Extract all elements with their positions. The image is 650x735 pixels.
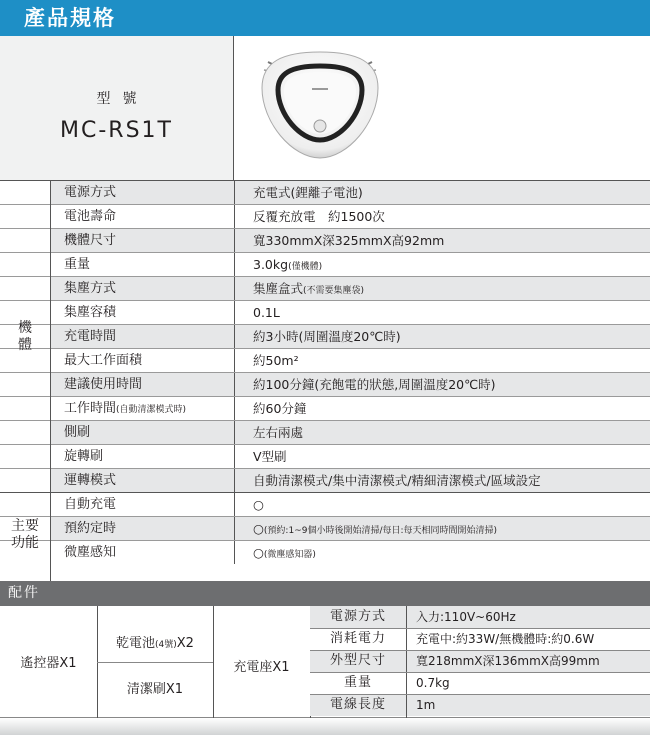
robot-vacuum-image: [250, 40, 390, 168]
spec-value: 左右兩處: [234, 421, 650, 444]
spec-label: 預約定時: [50, 517, 234, 540]
section-label-function: [0, 518, 50, 552]
spec-label: 重量: [64, 257, 91, 272]
spec-label: 運轉模式: [50, 469, 234, 492]
spec-value: 0.1L: [234, 301, 650, 324]
spec-value-note: (微塵感知器): [263, 550, 316, 560]
spec-label: 集塵方式: [50, 277, 234, 300]
spec-row: [0, 276, 650, 300]
spec-row: [0, 372, 650, 396]
charger-spec-value: 寬218mmX深136mmX高99mm: [406, 650, 650, 672]
section-divider: [50, 180, 51, 492]
spec-value: [234, 517, 650, 540]
spec-row: [0, 540, 650, 564]
spec-label: 旋轉刷: [64, 449, 104, 464]
charger-spec-label: 重量: [310, 672, 406, 694]
spec-value: 約50m²: [234, 349, 650, 372]
footer-band: [0, 718, 650, 735]
row-divider: [310, 650, 650, 651]
accessory-charger: 充電座X1: [233, 660, 290, 675]
spec-value-main: 3.0kg: [253, 257, 289, 272]
row-divider: [97, 662, 213, 663]
spec-value: 約100分鐘(充飽電的狀態,周圍溫度20℃時): [234, 373, 650, 396]
accessories-header: 配件: [0, 581, 650, 606]
spec-value: 反覆充放電 約1500次: [234, 205, 650, 228]
charger-spec-label: 電線長度: [310, 694, 406, 716]
spec-value: 寬330mmX深325mmX高92mm: [234, 229, 650, 252]
model-number: MC-RS1T: [60, 118, 173, 143]
spec-row: [0, 324, 650, 348]
battery-qty: X2: [176, 636, 194, 651]
battery-note: (4號): [155, 640, 177, 650]
spec-label: 集塵容積: [64, 305, 117, 320]
spec-row: [0, 228, 650, 252]
spec-value: 約3小時(周圍溫度20℃時): [234, 325, 650, 348]
section-label-text: 機體: [18, 320, 32, 353]
spec-value-note: (不需要集塵袋): [303, 286, 365, 296]
spec-value-note: (預約:1~9個小時後開始清掃/每日:每天相同時間開始清掃): [263, 526, 498, 536]
section-divider: [50, 492, 51, 581]
charger-spec-label: 電源方式: [310, 606, 406, 628]
model-row: [0, 36, 650, 180]
spec-label-note: (自動清潔模式時): [116, 405, 187, 415]
row-divider: [310, 672, 650, 673]
charger-spec-value: 0.7kg: [416, 676, 450, 690]
spec-row: [0, 300, 650, 324]
spec-value: [234, 277, 650, 300]
spec-label: 最大工作面積: [64, 353, 143, 368]
spec-value: V型刷: [234, 445, 650, 468]
spec-label: 微塵感知: [64, 545, 117, 560]
spec-label: 電源方式: [50, 181, 234, 204]
spec-label: 建議使用時間: [50, 373, 234, 396]
accessories-table: [0, 606, 650, 718]
spec-label: [50, 397, 234, 420]
accessory-remote: 遙控器X1: [20, 656, 77, 671]
spec-row: [0, 396, 650, 420]
spec-value-main: ○: [253, 545, 264, 560]
model-label: 型號: [96, 91, 149, 107]
spec-row: [0, 348, 650, 372]
spec-label-main: 工作時間: [64, 401, 117, 416]
model-cell: [0, 36, 233, 180]
spec-value: 充電式(鋰離子電池): [234, 181, 650, 204]
spec-row: [0, 492, 650, 516]
spec-label: 充電時間: [50, 325, 234, 348]
spec-value-note: (僅機體): [288, 262, 323, 272]
spec-value: 約60分鐘: [234, 397, 650, 420]
spec-value-main: ○: [253, 521, 264, 536]
column-divider: [406, 606, 407, 718]
spec-value: 自動清潔模式/集中清潔模式/精細清潔模式/區域設定: [234, 469, 650, 492]
spec-label: 電池壽命: [64, 209, 117, 224]
charger-spec-label: 消耗電力: [310, 628, 406, 650]
charger-spec-value: 1m: [406, 694, 650, 716]
spec-row: [0, 180, 650, 204]
column-divider: [233, 36, 234, 180]
charger-spec-value: 入力:110V~60Hz: [406, 606, 650, 628]
accessory-brush: 清潔刷X1: [126, 682, 184, 697]
section-label-body: [0, 320, 50, 354]
section-label-text: 主要功能: [11, 518, 39, 551]
spec-row: [0, 444, 650, 468]
row-divider: [310, 694, 650, 695]
spec-value: [234, 541, 650, 564]
spec-value-main: 集塵盒式: [253, 281, 304, 296]
spec-label: 機體尺寸: [50, 229, 234, 252]
spec-row: [0, 204, 650, 228]
charger-spec-label: 外型尺寸: [310, 650, 406, 672]
spec-value: [234, 253, 650, 276]
spec-label: 側刷: [50, 421, 234, 444]
battery-label: 乾電池: [116, 636, 156, 651]
spec-row: [0, 252, 650, 276]
page-title: 產品規格: [0, 0, 650, 36]
spec-value: ○: [234, 493, 650, 516]
spec-row: [0, 420, 650, 444]
spec-row: [0, 516, 650, 540]
accessory-battery: [97, 632, 213, 651]
spec-label: 自動充電: [64, 497, 117, 512]
row-divider: [310, 628, 650, 629]
charger-spec-value: 充電中:約33W/無機體時:約0.6W: [416, 632, 595, 646]
spec-row: [0, 468, 650, 492]
